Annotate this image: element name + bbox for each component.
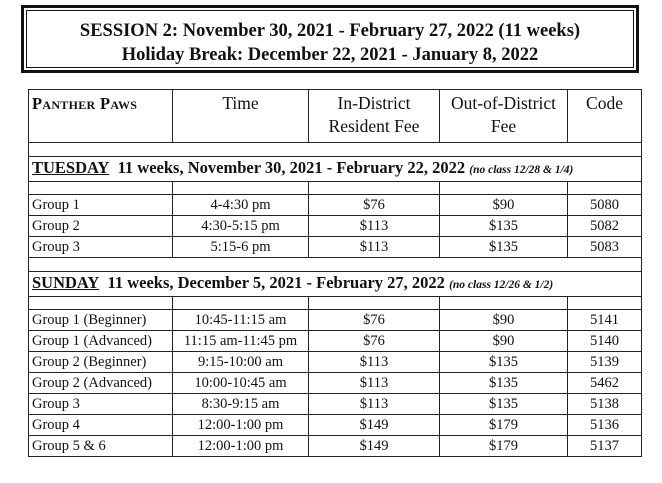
in-district-fee-cell: $149 bbox=[309, 436, 440, 457]
spacer-row bbox=[29, 297, 642, 310]
code-cell: 5136 bbox=[568, 415, 642, 436]
table-row bbox=[29, 310, 642, 331]
session-header-inner-border bbox=[26, 10, 634, 68]
in-district-fee-cell: $113 bbox=[309, 373, 440, 394]
code-cell: 5140 bbox=[568, 331, 642, 352]
table-row bbox=[29, 436, 642, 457]
section-header-row bbox=[29, 272, 642, 297]
section-note: (no class 12/26 & 1/2) bbox=[449, 279, 554, 291]
out-of-district-fee-cell: $135 bbox=[440, 394, 568, 415]
spacer-cell bbox=[440, 182, 568, 195]
column-header-time: Time bbox=[173, 90, 309, 143]
in-district-fee-cell: $76 bbox=[309, 331, 440, 352]
section-details: 11 weeks, November 30, 2021 - February 22, 2022 bbox=[117, 158, 466, 177]
out-of-district-fee-cell: $90 bbox=[440, 195, 568, 216]
out-of-district-fee-cell: $135 bbox=[440, 352, 568, 373]
code-cell: 5080 bbox=[568, 195, 642, 216]
table-row bbox=[29, 373, 642, 394]
in-district-fee-cell: $113 bbox=[309, 352, 440, 373]
out-of-district-fee-cell: $179 bbox=[440, 436, 568, 457]
spacer-cell bbox=[568, 182, 642, 195]
out-of-district-fee-cell: $90 bbox=[440, 331, 568, 352]
section-day: SUNDAY bbox=[32, 273, 100, 292]
group-cell: Group 1 (Beginner) bbox=[29, 310, 173, 331]
code-cell: 5138 bbox=[568, 394, 642, 415]
table-row bbox=[29, 195, 642, 216]
code-cell: 5141 bbox=[568, 310, 642, 331]
schedule-body bbox=[29, 143, 642, 457]
spacer-cell bbox=[29, 258, 642, 272]
out-of-district-fee-cell: $135 bbox=[440, 216, 568, 237]
table-row bbox=[29, 415, 642, 436]
holiday-break-heading: Holiday Break: December 22, 2021 - January 8, 2022 bbox=[121, 45, 539, 65]
out-of-district-fee-cell: $179 bbox=[440, 415, 568, 436]
time-cell: 11:15 am-11:45 pm bbox=[173, 331, 309, 352]
column-header-code: Code bbox=[568, 90, 642, 143]
code-cell: 5139 bbox=[568, 352, 642, 373]
spacer-row bbox=[29, 182, 642, 195]
table-row bbox=[29, 216, 642, 237]
group-cell: Group 2 bbox=[29, 216, 173, 237]
group-cell: Group 4 bbox=[29, 415, 173, 436]
spacer-cell bbox=[29, 143, 642, 157]
time-cell: 9:15-10:00 am bbox=[173, 352, 309, 373]
column-header-out-of-district-fee: Out-of-District Fee bbox=[440, 90, 568, 143]
code-cell: 5083 bbox=[568, 237, 642, 258]
code-cell: 5137 bbox=[568, 436, 642, 457]
group-cell: Group 5 & 6 bbox=[29, 436, 173, 457]
group-cell: Group 1 bbox=[29, 195, 173, 216]
table-header-row bbox=[29, 90, 642, 143]
section-details: 11 weeks, December 5, 2021 - February 27, 2022 bbox=[107, 273, 445, 292]
time-cell: 12:00-1:00 pm bbox=[173, 436, 309, 457]
out-of-district-fee-cell: $135 bbox=[440, 237, 568, 258]
spacer-row bbox=[29, 143, 642, 157]
section-header-cell bbox=[29, 272, 642, 297]
schedule-table bbox=[28, 89, 642, 457]
in-district-fee-cell: $76 bbox=[309, 310, 440, 331]
section-header-cell bbox=[29, 157, 642, 182]
section-header-row bbox=[29, 157, 642, 182]
spacer-row bbox=[29, 258, 642, 272]
time-cell: 5:15-6 pm bbox=[173, 237, 309, 258]
time-cell: 12:00-1:00 pm bbox=[173, 415, 309, 436]
group-cell: Group 3 bbox=[29, 394, 173, 415]
column-header-in-district-fee: In-District Resident Fee bbox=[309, 90, 440, 143]
spacer-cell bbox=[29, 182, 173, 195]
time-cell: 10:45-11:15 am bbox=[173, 310, 309, 331]
table-row bbox=[29, 394, 642, 415]
spacer-cell bbox=[568, 297, 642, 310]
table-row bbox=[29, 331, 642, 352]
out-of-district-fee-cell: $135 bbox=[440, 373, 568, 394]
spacer-cell bbox=[309, 182, 440, 195]
code-cell: 5082 bbox=[568, 216, 642, 237]
group-cell: Group 3 bbox=[29, 237, 173, 258]
out-of-district-fee-cell: $90 bbox=[440, 310, 568, 331]
in-district-fee-cell: $113 bbox=[309, 394, 440, 415]
time-cell: 10:00-10:45 am bbox=[173, 373, 309, 394]
table-row bbox=[29, 237, 642, 258]
in-district-fee-cell: $149 bbox=[309, 415, 440, 436]
code-cell: 5462 bbox=[568, 373, 642, 394]
time-cell: 4:30-5:15 pm bbox=[173, 216, 309, 237]
in-district-fee-cell: $113 bbox=[309, 237, 440, 258]
in-district-fee-cell: $76 bbox=[309, 195, 440, 216]
session-header-box bbox=[21, 5, 639, 73]
spacer-cell bbox=[173, 182, 309, 195]
column-header-program: Panther Paws bbox=[29, 90, 173, 143]
group-cell: Group 2 (Beginner) bbox=[29, 352, 173, 373]
session-dates-heading: SESSION 2: November 30, 2021 - February 27, 2022 (11 weeks) bbox=[79, 21, 581, 41]
group-cell: Group 2 (Advanced) bbox=[29, 373, 173, 394]
spacer-cell bbox=[29, 297, 173, 310]
time-cell: 8:30-9:15 am bbox=[173, 394, 309, 415]
section-day: TUESDAY bbox=[32, 158, 110, 177]
spacer-cell bbox=[440, 297, 568, 310]
in-district-fee-cell: $113 bbox=[309, 216, 440, 237]
spacer-cell bbox=[173, 297, 309, 310]
table-row bbox=[29, 352, 642, 373]
time-cell: 4-4:30 pm bbox=[173, 195, 309, 216]
section-note: (no class 12/28 & 1/4) bbox=[469, 164, 574, 176]
group-cell: Group 1 (Advanced) bbox=[29, 331, 173, 352]
spacer-cell bbox=[309, 297, 440, 310]
